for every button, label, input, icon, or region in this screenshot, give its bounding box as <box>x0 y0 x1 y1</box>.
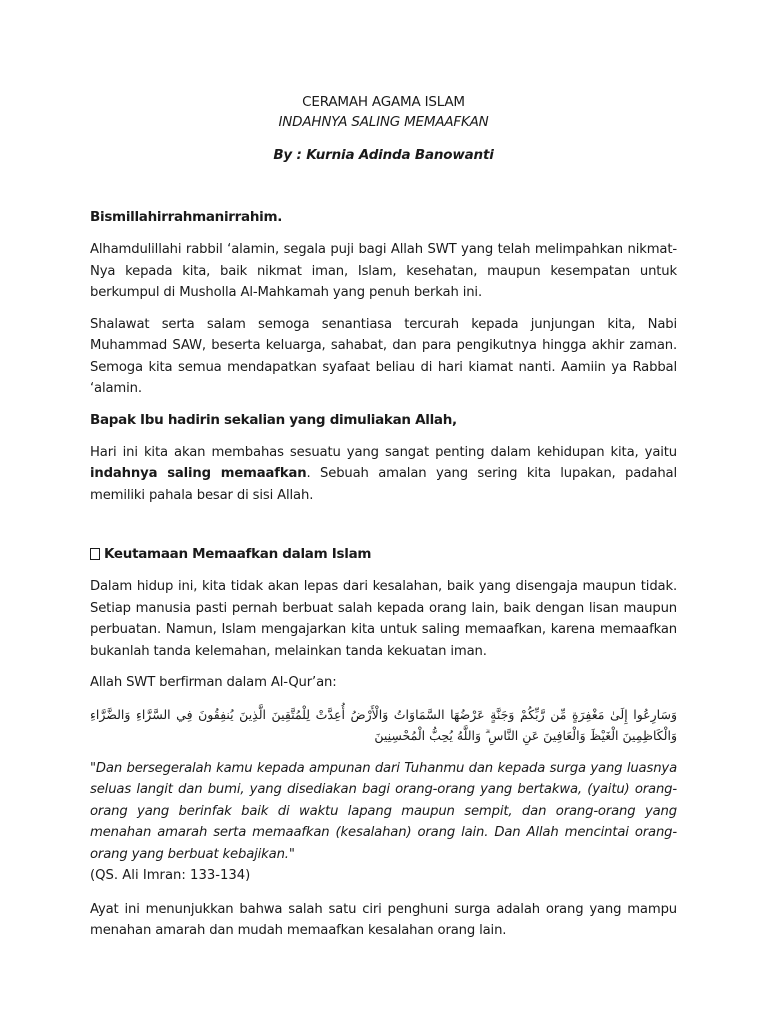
opening-heading: Bismillahirrahmanirrahim. <box>90 209 283 225</box>
box-glyph-icon <box>90 548 100 560</box>
intro-paragraph <box>90 442 677 507</box>
arabic-verse: وَسَارِعُوا إِلَىٰ مَغْفِرَةٍ مِّن رَّبِّكُمْ وَجَنَّةٍ عَرْضُهَا السَّمَاوَاتُ وَالْأَرْضُ أُعِدَّتْ لِلْمُتَّقِينَ الَّذِينَ يُنفِقُونَ فِي السَّرَّاءِ وَالضَّرَّاءِ وَالْكَاظِمِينَ الْغَيْظَ وَالْعَافِينَ عَنِ النَّاسِ ۗ وَاللَّهُ يُحِبُّ الْمُحْسِنِينَ <box>90 706 677 743</box>
verse-translation: "Dan bersegeralah kamu kepada ampunan dari Tuhanmu dan kepada surga yang luasnya seluas langit dan bumi, yang disediakan bagi orang-orang yang bertakwa, (yaitu) orang-orang yang berinfak baik di waktu lapang maupun sempit, dan orang-orang yang menahan amarah serta memaafkan (kesalahan) orang lain. Dan Allah mencintai orang-orang yang berbuat kebajikan." <box>90 760 677 862</box>
section-heading-text: Keutamaan Memaafkan dalam Islam <box>104 546 372 562</box>
author-line: By : Kurnia Adinda Banowanti <box>273 147 494 163</box>
opening-paragraph-1: Alhamdulillahi rabbil ‘alamin, segala puji bagi Allah SWT yang telah melimpahkan nikmat-Nya kepada kita, baik nikmat iman, Islam, kesehatan, maupun kesempatan untuk berkumpul di Musholla Al-Mahkamah yang penuh berkah ini. <box>90 242 677 300</box>
title-block <box>90 92 677 163</box>
section-spacer <box>90 516 677 546</box>
intro-text-before: Hari ini kita akan membahas sesuatu yang sangat penting dalam kehidupan kita, yaitu <box>90 444 677 460</box>
opening-paragraph-2: Shalawat serta salam semoga senantiasa tercurah kepada junjungan kita, Nabi Muhammad SAW, beserta keluarga, sahabat, dan para pengikutnya hingga akhir zaman. Semoga kita semua mendapatkan syafaat beliau di hari kiamat nanti. Aamiin ya Rabbal ‘alamin. <box>90 316 677 396</box>
section-paragraph-2: Ayat ini menunjukkan bahwa salah satu ciri penghuni surga adalah orang yang mampu menahan amarah dan mudah memaafkan kesalahan orang lain. <box>90 901 677 938</box>
quran-intro: Allah SWT berfirman dalam Al-Qur’an: <box>90 675 337 690</box>
document-subtitle: INDAHNYA SALING MEMAAFKAN <box>278 114 489 130</box>
verse-reference: (QS. Ali Imran: 133-134) <box>90 868 251 883</box>
greeting-heading: Bapak Ibu hadirin sekalian yang dimuliakan Allah, <box>90 411 457 428</box>
document-page <box>90 92 677 952</box>
intro-text-after: . Sebuah amalan yang sering kita lupakan, padahal memiliki pahala besar di sisi Allah. <box>90 466 678 503</box>
section-heading <box>90 546 677 562</box>
section-paragraph-1: Dalam hidup ini, kita tidak akan lepas dari kesalahan, baik yang disengaja maupun tidak. Setiap manusia pasti pernah berbuat salah kepada orang lain, baik dengan lisan maupun perbuatan. Namun, Islam mengajarkan kita untuk saling memaafkan, karena memaafkan bukanlah tanda kelemahan, melainkan tanda kekuatan iman. <box>90 579 677 659</box>
document-title: CERAMAH AGAMA ISLAM <box>302 94 465 110</box>
intro-text-bold: indahnya saling memaafkan <box>90 466 307 481</box>
